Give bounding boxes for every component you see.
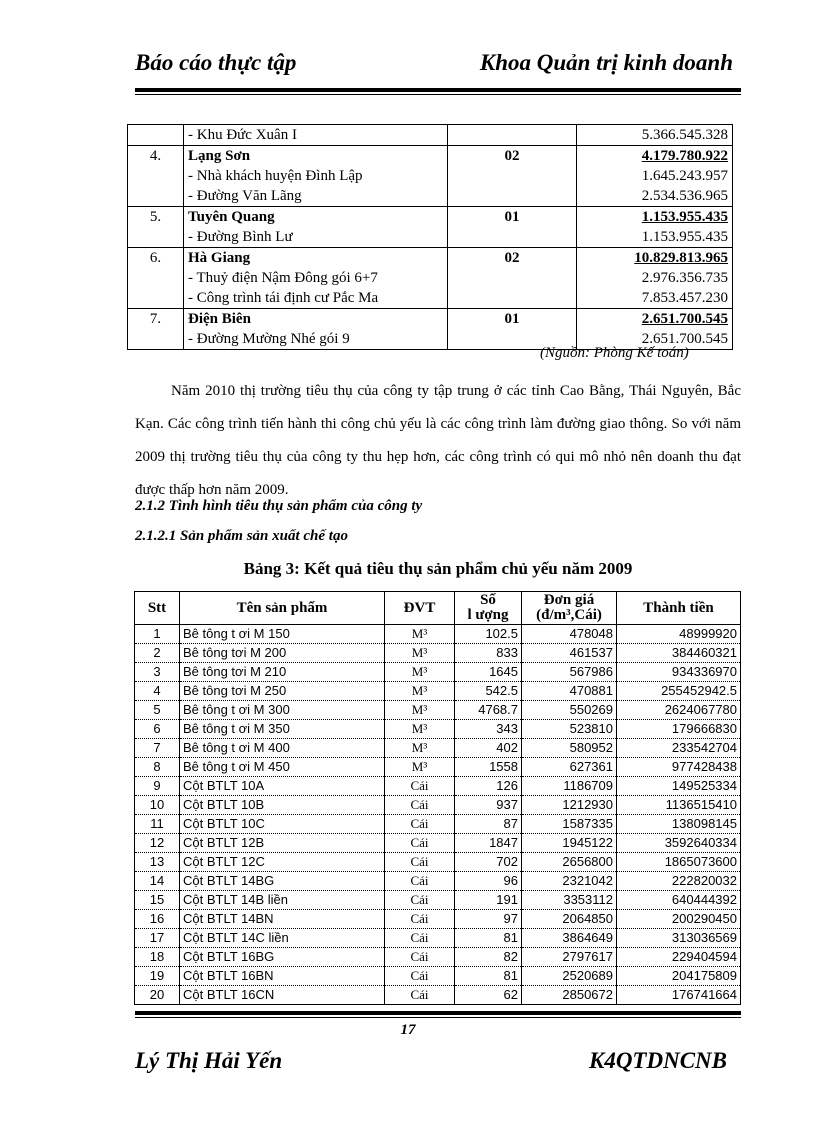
table-row	[135, 815, 741, 834]
row-stt: 9	[135, 777, 180, 796]
product-name: Cột BTLT 14BG	[180, 872, 385, 891]
product-price: 567986	[522, 663, 617, 682]
region-stt: 7.	[128, 309, 184, 350]
row-stt: 11	[135, 815, 180, 834]
product-quantity: 82	[455, 948, 522, 967]
product-unit: M³	[385, 625, 455, 644]
project-value: 5.366.545.328	[641, 127, 728, 143]
region-values	[577, 248, 733, 309]
project-value: 1.153.955.435	[641, 229, 728, 245]
product-total: 149525334	[617, 777, 741, 796]
table-caption: Bảng 3: Kết quả tiêu thụ sản phẩm chủ yếu năm 2009	[243, 559, 633, 578]
region-row	[128, 125, 733, 146]
region-values	[577, 125, 733, 146]
col-header-qty	[455, 592, 522, 625]
product-sales-table	[134, 591, 741, 1005]
product-unit: Cái	[385, 777, 455, 796]
product-price: 3353112	[522, 891, 617, 910]
region-name: Hà Giang	[188, 250, 251, 266]
product-unit: Cái	[385, 929, 455, 948]
project-count: 01	[448, 207, 577, 248]
product-total: 176741664	[617, 986, 741, 1005]
region-stt	[128, 125, 184, 146]
product-name: Bê tông t ơi M 350	[180, 720, 385, 739]
product-price: 627361	[522, 758, 617, 777]
product-total: 255452942.5	[617, 682, 741, 701]
product-price: 1212930	[522, 796, 617, 815]
table-row	[135, 739, 741, 758]
product-price: 3864649	[522, 929, 617, 948]
row-stt: 14	[135, 872, 180, 891]
table-row	[135, 625, 741, 644]
project-value: 7.853.457.230	[641, 290, 728, 306]
product-unit: Cái	[385, 815, 455, 834]
product-unit: M³	[385, 758, 455, 777]
product-unit: Cái	[385, 891, 455, 910]
region-items	[184, 146, 448, 207]
product-name: Bê tông t ơi M 400	[180, 739, 385, 758]
table-row	[135, 720, 741, 739]
product-unit: Cái	[385, 796, 455, 815]
product-price: 2520689	[522, 967, 617, 986]
footer-rule-thin	[135, 1017, 741, 1018]
region-total: 2.651.700.545	[641, 311, 728, 327]
product-total: 934336970	[617, 663, 741, 682]
body-paragraph: Năm 2010 thị trường tiêu thụ của công ty tập trung ở các tỉnh Cao Bằng, Thái Nguyên, Bắc Kạn. Các công trình tiến hành thi công chủ yếu là các công trình làm đường giao thông. So với năm 2009 thị trường tiêu thụ của công ty thu hẹp hơn, các công trình có qui mô nhỏ nên doanh thu đạt được thấp hơn năm 2009.	[135, 383, 741, 498]
product-name: Bê tông tơi M 200	[180, 644, 385, 663]
table-row	[135, 910, 741, 929]
row-stt: 15	[135, 891, 180, 910]
product-quantity: 96	[455, 872, 522, 891]
product-quantity: 4768.7	[455, 701, 522, 720]
product-unit: Cái	[385, 872, 455, 891]
product-total: 1865073600	[617, 853, 741, 872]
project-value: 2.651.700.545	[641, 331, 728, 347]
region-name: Điện Biên	[188, 311, 251, 327]
product-quantity: 542.5	[455, 682, 522, 701]
product-quantity: 191	[455, 891, 522, 910]
project-name: - Thuỷ điện Nậm Đông gói 6+7	[188, 270, 378, 286]
table-source-note: (Nguồn: Phòng Kế toán)	[540, 345, 689, 361]
row-stt: 5	[135, 701, 180, 720]
table-row	[135, 891, 741, 910]
row-stt: 13	[135, 853, 180, 872]
project-value: 2.534.536.965	[641, 188, 728, 204]
product-quantity: 702	[455, 853, 522, 872]
product-price: 523810	[522, 720, 617, 739]
product-total: 2624067780	[617, 701, 741, 720]
col-header-total: Thành tiền	[617, 592, 741, 625]
row-stt: 16	[135, 910, 180, 929]
region-items	[184, 309, 448, 350]
project-value: 1.645.243.957	[641, 168, 728, 184]
region-values	[577, 146, 733, 207]
product-total: 204175809	[617, 967, 741, 986]
region-name: Lạng Sơn	[188, 148, 251, 164]
product-name: Cột BTLT 16CN	[180, 986, 385, 1005]
product-name: Cột BTLT 16BG	[180, 948, 385, 967]
product-total: 179666830	[617, 720, 741, 739]
project-count: 02	[448, 248, 577, 309]
product-name: Cột BTLT 14C liền	[180, 929, 385, 948]
product-total: 233542704	[617, 739, 741, 758]
row-stt: 1	[135, 625, 180, 644]
product-total: 200290450	[617, 910, 741, 929]
product-quantity: 87	[455, 815, 522, 834]
region-stt: 6.	[128, 248, 184, 309]
product-unit: Cái	[385, 853, 455, 872]
product-quantity: 97	[455, 910, 522, 929]
product-unit: M³	[385, 682, 455, 701]
table-row	[135, 682, 741, 701]
page-footer	[135, 1048, 741, 1082]
col-header-price-line1: Đơn giá	[543, 592, 595, 608]
subsection-heading: 2.1.2.1 Sản phẩm sản xuất chế tạo	[135, 528, 348, 544]
product-quantity: 833	[455, 644, 522, 663]
product-price: 550269	[522, 701, 617, 720]
product-unit: Cái	[385, 986, 455, 1005]
project-count: 01	[448, 309, 577, 350]
project-value: 2.976.356.735	[641, 270, 728, 286]
region-values	[577, 309, 733, 350]
product-price: 1945122	[522, 834, 617, 853]
col-header-qty-line1: Số	[480, 592, 496, 608]
product-quantity: 402	[455, 739, 522, 758]
col-header-name: Tên sản phẩm	[180, 592, 385, 625]
project-name: - Đường Mường Nhé gói 9	[188, 331, 350, 347]
region-items	[184, 248, 448, 309]
row-stt: 2	[135, 644, 180, 663]
product-total: 313036569	[617, 929, 741, 948]
regional-revenue-table	[127, 124, 733, 350]
project-name: - Nhà khách huyện Đình Lập	[188, 168, 363, 184]
product-total: 1136515410	[617, 796, 741, 815]
product-unit: Cái	[385, 910, 455, 929]
col-header-qty-line2: l ượng	[467, 607, 509, 623]
table-row	[135, 834, 741, 853]
product-quantity: 81	[455, 967, 522, 986]
product-price: 2850672	[522, 986, 617, 1005]
product-quantity: 937	[455, 796, 522, 815]
region-row	[128, 207, 733, 248]
header-report-title: Báo cáo thực tập	[135, 50, 297, 75]
row-stt: 3	[135, 663, 180, 682]
product-total: 384460321	[617, 644, 741, 663]
table-row	[135, 948, 741, 967]
product-total: 138098145	[617, 815, 741, 834]
product-quantity: 81	[455, 929, 522, 948]
product-unit: M³	[385, 644, 455, 663]
product-name: Cột BTLT 12C	[180, 853, 385, 872]
footer-rule	[135, 1011, 741, 1015]
product-quantity: 1847	[455, 834, 522, 853]
product-name: Cột BTLT 10A	[180, 777, 385, 796]
product-quantity: 102.5	[455, 625, 522, 644]
region-total: 1.153.955.435	[641, 209, 728, 225]
table-header-row	[135, 592, 741, 625]
project-count: 02	[448, 146, 577, 207]
row-stt: 4	[135, 682, 180, 701]
region-row	[128, 309, 733, 350]
page-header	[135, 48, 741, 82]
product-total: 3592640334	[617, 834, 741, 853]
table-row	[135, 701, 741, 720]
product-price: 461537	[522, 644, 617, 663]
product-name: Cột BTLT 10B	[180, 796, 385, 815]
product-total: 48999920	[617, 625, 741, 644]
product-quantity: 1645	[455, 663, 522, 682]
product-name: Bê tông t ơi M 150	[180, 625, 385, 644]
row-stt: 8	[135, 758, 180, 777]
region-stt: 5.	[128, 207, 184, 248]
product-quantity: 62	[455, 986, 522, 1005]
product-name: Bê tông tơi M 210	[180, 663, 385, 682]
product-unit: Cái	[385, 967, 455, 986]
table-row	[135, 758, 741, 777]
row-stt: 19	[135, 967, 180, 986]
product-name: Cột BTLT 10C	[180, 815, 385, 834]
product-price: 2321042	[522, 872, 617, 891]
product-price: 478048	[522, 625, 617, 644]
product-total: 977428438	[617, 758, 741, 777]
product-price: 580952	[522, 739, 617, 758]
row-stt: 18	[135, 948, 180, 967]
product-price: 2656800	[522, 853, 617, 872]
row-stt: 10	[135, 796, 180, 815]
table-row	[135, 796, 741, 815]
product-quantity: 126	[455, 777, 522, 796]
col-header-price-line2: (đ/m³,Cái)	[536, 607, 602, 623]
table-row	[135, 986, 741, 1005]
footer-author: Lý Thị Hải Yến	[135, 1048, 283, 1073]
product-name: Cột BTLT 12B	[180, 834, 385, 853]
page-number: 17	[400, 1022, 416, 1038]
product-name: Cột BTLT 14B liền	[180, 891, 385, 910]
product-total: 229404594	[617, 948, 741, 967]
header-rule-thin	[135, 94, 741, 95]
product-unit: M³	[385, 720, 455, 739]
region-items	[184, 207, 448, 248]
region-row	[128, 248, 733, 309]
table-row	[135, 967, 741, 986]
region-name: Tuyên Quang	[188, 209, 275, 225]
product-name: Cột BTLT 16BN	[180, 967, 385, 986]
product-quantity: 343	[455, 720, 522, 739]
project-name: - Đường Bình Lư	[188, 229, 293, 245]
product-quantity: 1558	[455, 758, 522, 777]
row-stt: 17	[135, 929, 180, 948]
table-row	[135, 663, 741, 682]
table-row	[135, 853, 741, 872]
row-stt: 7	[135, 739, 180, 758]
table-row	[135, 777, 741, 796]
product-total: 640444392	[617, 891, 741, 910]
col-header-price	[522, 592, 617, 625]
project-name: - Khu Đức Xuân I	[188, 127, 297, 143]
product-unit: Cái	[385, 948, 455, 967]
row-stt: 6	[135, 720, 180, 739]
table-row	[135, 644, 741, 663]
table-row	[135, 929, 741, 948]
region-values	[577, 207, 733, 248]
region-total: 4.179.780.922	[641, 148, 728, 164]
project-name: - Đường Văn Lãng	[188, 188, 302, 204]
project-name: - Công trình tái định cư Pắc Ma	[188, 290, 379, 306]
col-header-unit: ĐVT	[385, 592, 455, 625]
product-price: 2064850	[522, 910, 617, 929]
product-price: 1186709	[522, 777, 617, 796]
product-unit: M³	[385, 663, 455, 682]
product-price: 2797617	[522, 948, 617, 967]
region-row	[128, 146, 733, 207]
product-price: 470881	[522, 682, 617, 701]
product-name: Bê tông t ơi M 450	[180, 758, 385, 777]
product-name: Bê tông t ơi M 300	[180, 701, 385, 720]
row-stt: 12	[135, 834, 180, 853]
header-rule	[135, 88, 741, 92]
product-name: Bê tông tơi M 250	[180, 682, 385, 701]
project-count	[448, 125, 577, 146]
region-total: 10.829.813.965	[634, 250, 728, 266]
product-total: 222820032	[617, 872, 741, 891]
product-unit: Cái	[385, 834, 455, 853]
region-stt: 4.	[128, 146, 184, 207]
product-name: Cột BTLT 14BN	[180, 910, 385, 929]
col-header-stt: Stt	[135, 592, 180, 625]
footer-class-code: K4QTDNCNB	[588, 1048, 727, 1073]
header-faculty: Khoa Quản trị kinh doanh	[479, 50, 733, 75]
product-unit: M³	[385, 701, 455, 720]
product-price: 1587335	[522, 815, 617, 834]
product-unit: M³	[385, 739, 455, 758]
row-stt: 20	[135, 986, 180, 1005]
section-heading: 2.1.2 Tình hình tiêu thụ sản phẩm của công ty	[135, 498, 423, 514]
region-items	[184, 125, 448, 146]
table-row	[135, 872, 741, 891]
